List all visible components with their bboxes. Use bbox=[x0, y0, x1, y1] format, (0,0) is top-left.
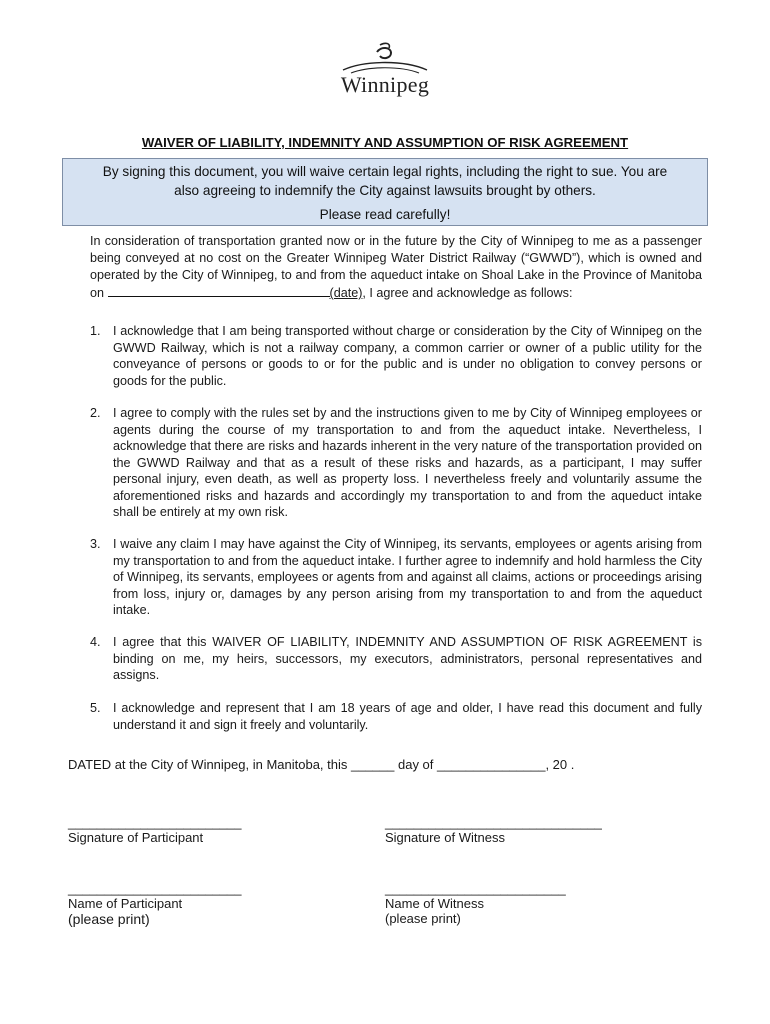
warning-notice-box bbox=[62, 158, 708, 226]
intro-text: In consideration of transportation granted now or in the future by the City of Winnipeg to me as a passenger being conveyed at no cost on the Greater Winnipeg Water District Railway (“GWWD”), which is owned and operated by the City of Winnipeg, to and from the aqueduct intake on Shoal Lake in the Province of Manitoba on bbox=[90, 234, 702, 300]
list-item bbox=[90, 700, 702, 733]
date-blank-line bbox=[108, 284, 330, 297]
notice-line-2: also agreeing to indemnify the City against lawsuits brought by others. bbox=[174, 183, 596, 198]
list-item bbox=[90, 323, 702, 389]
list-item-text: I waive any claim I may have against the City of Winnipeg, its servants, employees or agents arising from my transportation to and from the aqueduct intake. I further agree to indemnify and hold harmless the City of Winnipeg, its servants, employees or agents from and against all claims, actions or proceedings arising from loss, injury or, damages by any person arising from my transportation to and from the aqueduct intake. bbox=[113, 537, 702, 617]
date-label: (date) bbox=[329, 286, 363, 300]
signature-label: Signature of Participant bbox=[68, 830, 204, 845]
intro-text-end: , I agree and acknowledge as follows: bbox=[362, 286, 573, 300]
participant-name-block bbox=[68, 881, 242, 927]
dated-line: DATED at the City of Winnipeg, in Manitoba, this ______ day of _______________, 20 . bbox=[68, 757, 575, 772]
list-item-number: 2. bbox=[90, 406, 101, 420]
list-item bbox=[90, 405, 702, 521]
list-item-text: I agree to comply with the rules set by and the instructions given to me by City of Winnipeg employees or agents during the course of my transportation to and from the aqueduct intake. Nevertheless, I acknowledge that there are risks and hazards inherent in the very nature of the transportation provided on the GWWD Railway and that as a result of these risks and hazards, as a participant, I may suffer personal injury, even death, as well as property loss. I nevertheless freely and voluntarily assume the aforementioned risks and hazards and accordingly my transportation to and from the aqueduct intake shall be entirely at my own risk. bbox=[113, 406, 702, 519]
list-item-text: I agree that this WAIVER OF LIABILITY, INDEMNITY AND ASSUMPTION OF RISK AGREEMENT is binding on me, my heirs, successors, my executors, administrators, personal representatives and assigns. bbox=[113, 635, 702, 682]
list-item-number: 3. bbox=[90, 537, 101, 551]
signature-line: ________________________ bbox=[68, 815, 242, 830]
list-item-text: I acknowledge that I am being transported without charge or consideration by the City of Winnipeg on the GWWD Railway, which is not a railway company, a common carrier or owner of a public utility for the conveyance of persons or goods to or for the public and is under no obligation to convey persons or goods for the public. bbox=[113, 324, 702, 388]
list-item bbox=[90, 536, 702, 619]
intro-paragraph bbox=[90, 233, 702, 302]
witness-signature-block bbox=[385, 815, 602, 845]
name-line: _________________________ bbox=[385, 881, 566, 896]
list-item-text: I acknowledge and represent that I am 18 years of age and older, I have read this document and fully understand it and sign it freely and voluntarily. bbox=[113, 701, 702, 732]
list-item-number: 4. bbox=[90, 635, 101, 649]
notice-line-3: Please read carefully! bbox=[319, 207, 451, 222]
participant-signature-block bbox=[68, 815, 242, 845]
document-title: WAIVER OF LIABILITY, INDEMNITY AND ASSUMPTION OF RISK AGREEMENT bbox=[141, 135, 629, 150]
name-label: Name of Witness bbox=[385, 896, 484, 911]
name-note: (please print) bbox=[385, 911, 461, 926]
name-label: Name of Participant bbox=[68, 896, 183, 911]
list-item bbox=[90, 634, 702, 684]
city-logo bbox=[325, 42, 445, 104]
signature-label: Signature of Witness bbox=[385, 830, 505, 845]
list-item-number: 5. bbox=[90, 701, 101, 715]
list-item-number: 1. bbox=[90, 324, 101, 338]
witness-name-block bbox=[385, 881, 566, 926]
logo-wordmark: Winnipeg bbox=[340, 72, 430, 97]
name-note: (please print) bbox=[68, 911, 150, 927]
notice-line-1: By signing this document, you will waive certain legal rights, including the right to sue. You are bbox=[102, 164, 668, 179]
name-line: ________________________ bbox=[68, 881, 242, 896]
signature-line: ______________________________ bbox=[385, 815, 602, 830]
